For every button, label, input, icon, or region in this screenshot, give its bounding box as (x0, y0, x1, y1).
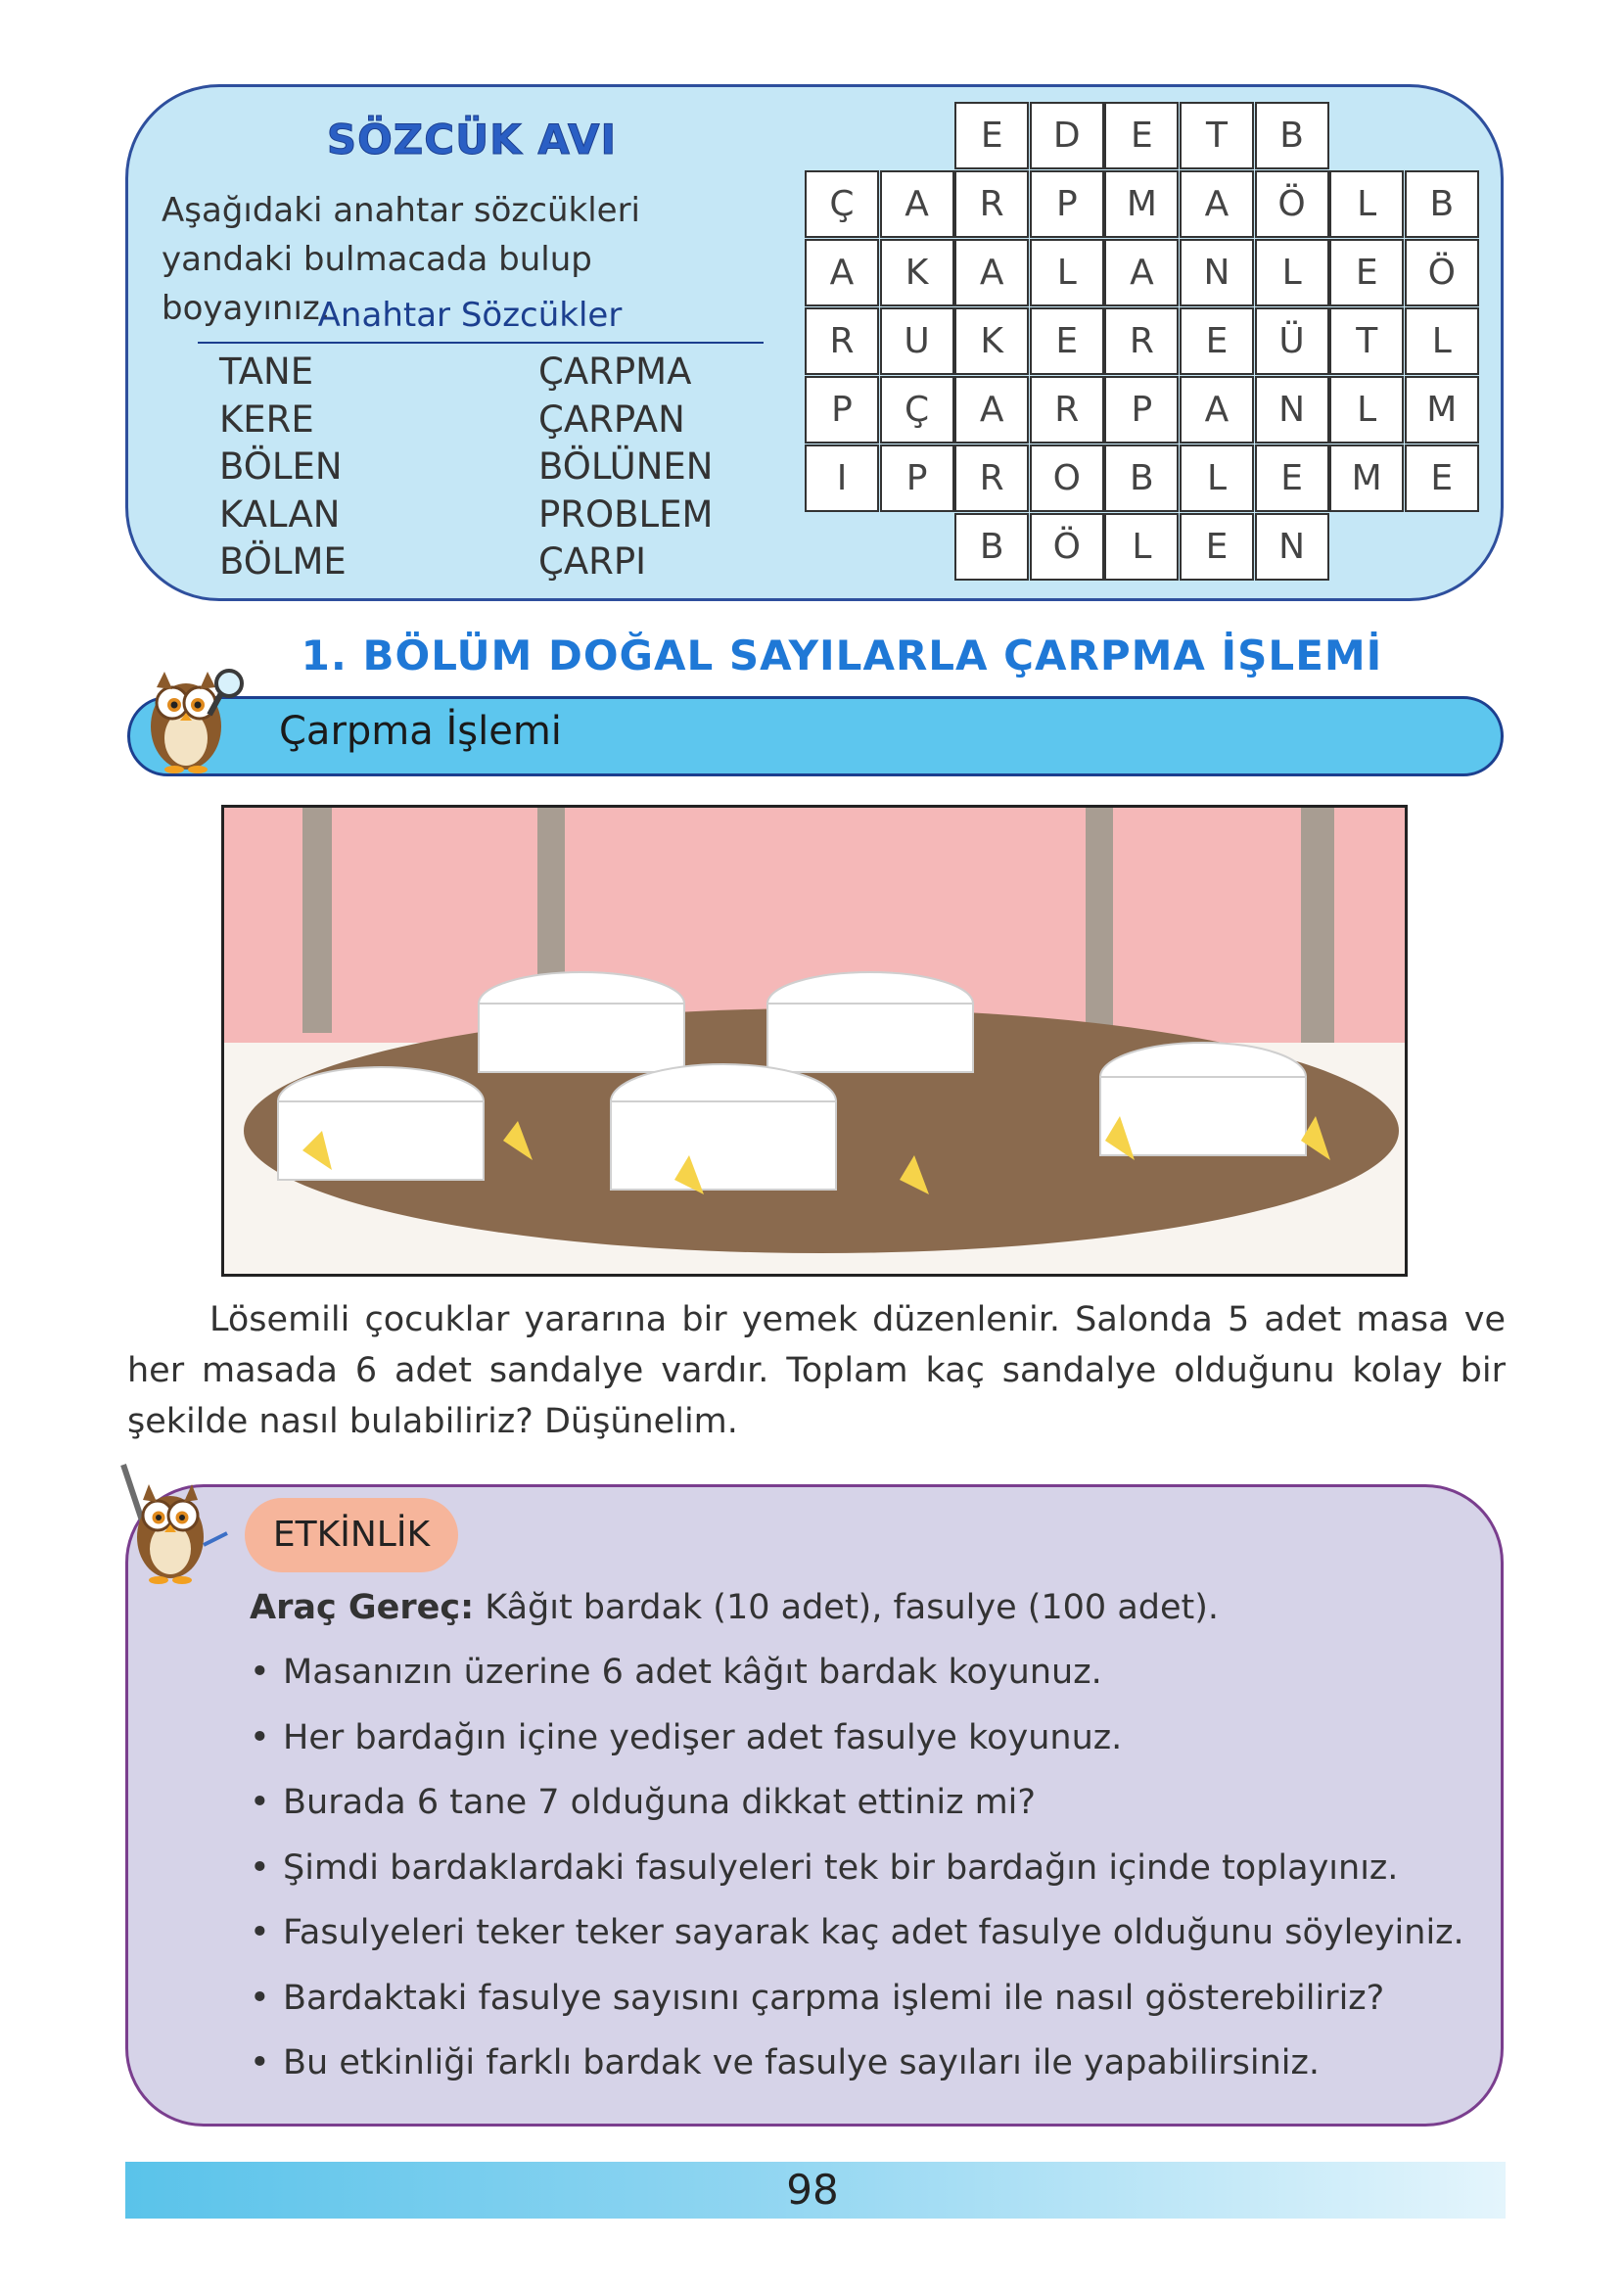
list-item: • Bardaktaki fasulye sayısını çarpma işlemi ile nasıl gösterebiliriz? (250, 1978, 1385, 2018)
puzzle-cell: P (1104, 376, 1179, 444)
puzzle-cell: R (954, 444, 1029, 512)
banquet-hall-illustration (221, 805, 1408, 1277)
puzzle-cell: B (1104, 444, 1179, 512)
puzzle-cell: A (1180, 376, 1254, 444)
keyword: ÇARPAN (538, 397, 685, 441)
puzzle-cell: B (1255, 102, 1329, 169)
puzzle-cell: A (954, 376, 1029, 444)
puzzle-cell: L (1329, 170, 1404, 238)
puzzle-cell: R (805, 307, 879, 375)
keyword: PROBLEM (538, 492, 714, 536)
puzzle-cell: T (1329, 307, 1404, 375)
puzzle-cell: M (1104, 170, 1179, 238)
puzzle-cell: R (1030, 376, 1104, 444)
puzzle-cell: I (805, 444, 879, 512)
puzzle-cell: L (1405, 307, 1479, 375)
puzzle-cell: B (954, 513, 1029, 581)
puzzle-cell: L (1104, 513, 1179, 581)
puzzle-cell: A (1104, 239, 1179, 306)
keyword: KERE (219, 397, 314, 441)
puzzle-cell: P (1030, 170, 1104, 238)
keyword: BÖLEN (219, 445, 343, 488)
puzzle-cell: Ü (1255, 307, 1329, 375)
puzzle-cell: A (1180, 170, 1254, 238)
puzzle-cell: Ç (880, 376, 954, 444)
puzzle-cell: L (1030, 239, 1104, 306)
keyword: ÇARPI (538, 540, 647, 583)
tools-line (250, 1588, 1219, 1627)
puzzle-cell: Ö (1405, 239, 1479, 306)
puzzle-cell: O (1030, 444, 1104, 512)
keyword: TANE (219, 351, 314, 393)
puzzle-cell: B (1405, 170, 1479, 238)
list-item: • Şimdi bardaklardaki fasulyeleri tek bir bardağın içinde toplayınız. (250, 1847, 1399, 1888)
tools-label: Araç Gereç: (250, 1588, 475, 1627)
puzzle-cell: E (954, 102, 1029, 169)
puzzle-cell: R (954, 170, 1029, 238)
keywords-title: Anahtar Sözcükler (317, 296, 623, 335)
problem-paragraph: Lösemili çocuklar yararına bir yemek düzenlenir. Salonda 5 adet masa ve her masada 6 adet sandalye vardır. Toplam kaç sandalye olduğunu kolay bir şekilde nasıl bulabiliriz? Düşünelim. (127, 1300, 1506, 1441)
puzzle-cell: E (1255, 444, 1329, 512)
puzzle-cell: E (1329, 239, 1404, 306)
puzzle-cell: Ç (805, 170, 879, 238)
subtitle: Çarpma İşlemi (279, 709, 562, 754)
puzzle-cell: E (1104, 102, 1179, 169)
puzzle-cell: A (954, 239, 1029, 306)
owl-magnifier-icon (135, 654, 249, 775)
list-item: • Her bardağın içine yedişer adet fasulye koyunuz. (250, 1717, 1123, 1757)
puzzle-cell: R (1104, 307, 1179, 375)
puzzle-cell: N (1255, 376, 1329, 444)
puzzle-cell: E (1180, 307, 1254, 375)
puzzle-cell: Ö (1255, 170, 1329, 238)
puzzle-cell: D (1030, 102, 1104, 169)
puzzle-cell: E (1030, 307, 1104, 375)
list-item: • Burada 6 tane 7 olduğuna dikkat ettiniz mi? (250, 1783, 1036, 1822)
section-title: 1. BÖLÜM DOĞAL SAYILARLA ÇARPMA İŞLEMİ (301, 631, 1383, 679)
puzzle-cell: A (805, 239, 879, 306)
list-item: • Masanızın üzerine 6 adet kâğıt bardak koyunuz. (250, 1653, 1102, 1692)
keyword: ÇARPMA (538, 351, 692, 393)
word-hunt-instruction: Aşağıdaki anahtar sözcükleri yandaki bulmacada bulup boyayınız. (162, 191, 640, 328)
puzzle-cell: M (1329, 444, 1404, 512)
puzzle-cell: E (1405, 444, 1479, 512)
keyword: BÖLME (219, 540, 347, 583)
puzzle-cell: M (1405, 376, 1479, 444)
puzzle-cell: K (954, 307, 1029, 375)
page-number: 98 (786, 2166, 839, 2214)
puzzle-cell: U (880, 307, 954, 375)
keywords-list (219, 349, 728, 586)
puzzle-cell: L (1255, 239, 1329, 306)
keywords-divider (198, 342, 764, 344)
puzzle-cell: Ö (1030, 513, 1104, 581)
keyword: BÖLÜNEN (538, 445, 714, 488)
word-hunt-title: SÖZCÜK AVI (326, 116, 618, 164)
puzzle-cell: L (1329, 376, 1404, 444)
activity-steps (250, 1651, 1464, 2107)
owl-pointer-icon (110, 1461, 235, 1586)
puzzle-cell: P (805, 376, 879, 444)
puzzle-cell: A (880, 170, 954, 238)
list-item: • Bu etkinliği farklı bardak ve fasulye sayıları ile yapabilirsiniz. (250, 2043, 1321, 2082)
puzzle-cell: N (1255, 513, 1329, 581)
tools-text: Kâğıt bardak (10 adet), fasulye (100 adet). (474, 1588, 1220, 1627)
puzzle-cell: N (1180, 239, 1254, 306)
puzzle-cell: P (880, 444, 954, 512)
puzzle-cell: L (1180, 444, 1254, 512)
list-item: • Fasulyeleri teker teker sayarak kaç adet fasulye olduğunu söyleyiniz. (250, 1913, 1464, 1952)
puzzle-cell: K (880, 239, 954, 306)
puzzle-cell: T (1180, 102, 1254, 169)
activity-label: ETKİNLİK (245, 1498, 458, 1572)
keyword: KALAN (219, 492, 341, 536)
letter-puzzle-grid (805, 102, 1480, 589)
puzzle-cell: E (1180, 513, 1254, 581)
